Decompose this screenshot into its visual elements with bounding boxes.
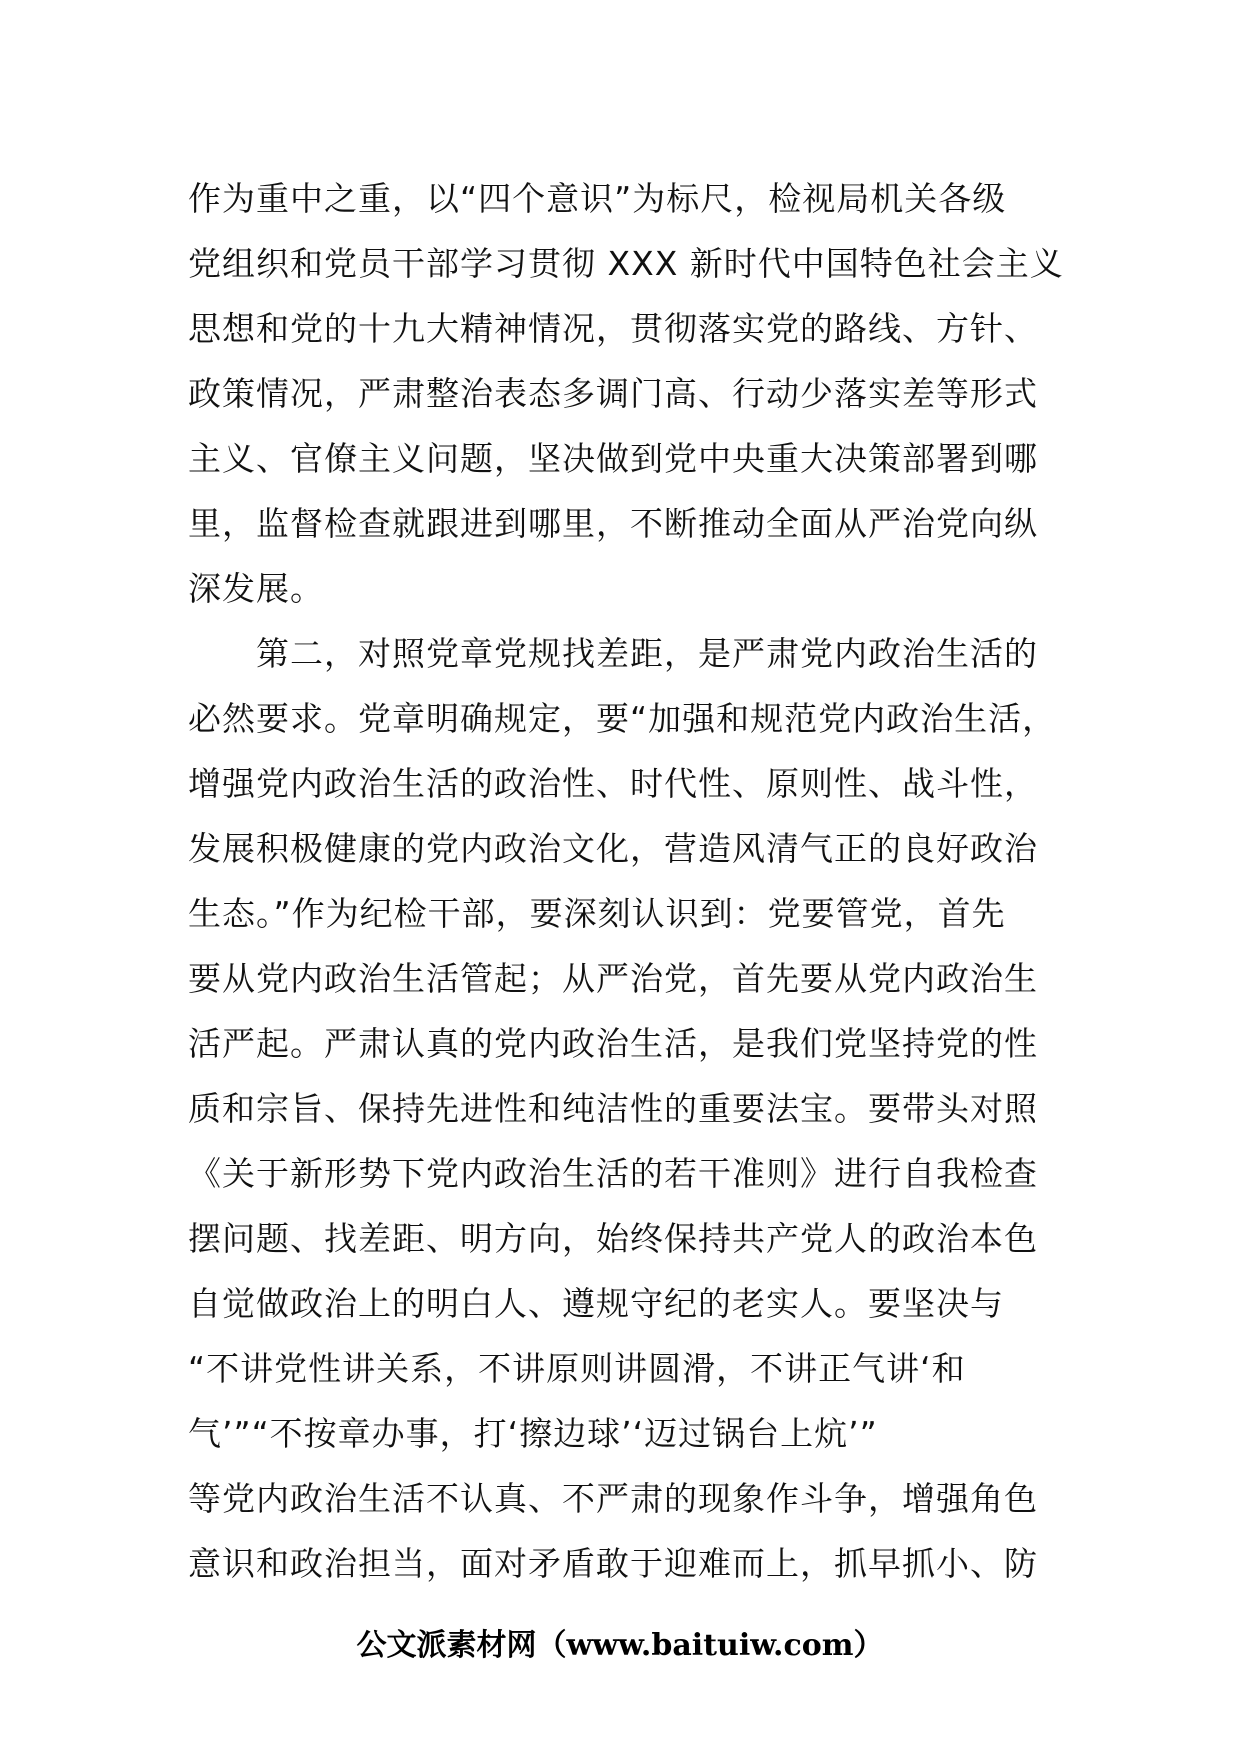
text-line: 里，监督检查就跟进到哪里，不断推动全面从严治党向纵 bbox=[188, 504, 1038, 543]
text-line: “不讲党性讲关系，不讲原则讲圆滑，不讲正气讲‘和 bbox=[188, 1349, 966, 1388]
text-line: 第二，对照党章党规找差距，是严肃党内政治生活的 bbox=[188, 634, 1038, 673]
text-line: 政策情况，严肃整治表态多调门高、行动少落实差等形式 bbox=[188, 374, 1038, 413]
text-line: 党组织和党员干部学习贯彻 XXX 新时代中国特色社会主义 bbox=[188, 244, 1064, 283]
text-line: 深发展。 bbox=[188, 569, 324, 608]
text-line: 等党内政治生活不认真、不严肃的现象作斗争，增强角色 bbox=[188, 1479, 1038, 1518]
body-text bbox=[188, 166, 1064, 1596]
text-line: 质和宗旨、保持先进性和纯洁性的重要法宝。要带头对照 bbox=[188, 1089, 1038, 1128]
text-line: 思想和党的十九大精神情况，贯彻落实党的路线、方针、 bbox=[188, 309, 1038, 348]
text-line: 意识和政治担当，面对矛盾敢于迎难而上，抓早抓小、防 bbox=[188, 1544, 1038, 1583]
text-line: 要从党内政治生活管起；从严治党，首先要从党内政治生 bbox=[188, 959, 1038, 998]
text-line: 发展积极健康的党内政治文化，营造风清气正的良好政治 bbox=[188, 829, 1038, 868]
text-line: 摆问题、找差距、明方向，始终保持共产党人的政治本色 bbox=[188, 1219, 1038, 1258]
text-line: 《关于新形势下党内政治生活的若干准则》进行自我检查 bbox=[188, 1154, 1038, 1193]
text-line: 气’”“不按章办事，打‘擦边球’‘迈过锅台上炕’” bbox=[188, 1414, 878, 1453]
text-line: 自觉做政治上的明白人、遵规守纪的老实人。要坚决与 bbox=[188, 1284, 1004, 1323]
text-line: 增强党内政治生活的政治性、时代性、原则性、战斗性， bbox=[188, 764, 1038, 803]
text-line: 作为重中之重，以“四个意识”为标尺，检视局机关各级 bbox=[188, 179, 1007, 218]
footer-source: 公文派素材网（www.baituiw.com） bbox=[356, 1628, 884, 1663]
text-line: 主义、官僚主义问题，坚决做到党中央重大决策部署到哪 bbox=[188, 439, 1038, 478]
text-line: 必然要求。党章明确规定，要“加强和规范党内政治生活， bbox=[188, 699, 1057, 738]
text-line: 生态。”作为纪检干部，要深刻认识到：党要管党，首先 bbox=[188, 894, 1006, 933]
text-line: 活严起。严肃认真的党内政治生活，是我们党坚持党的性 bbox=[188, 1024, 1038, 1063]
